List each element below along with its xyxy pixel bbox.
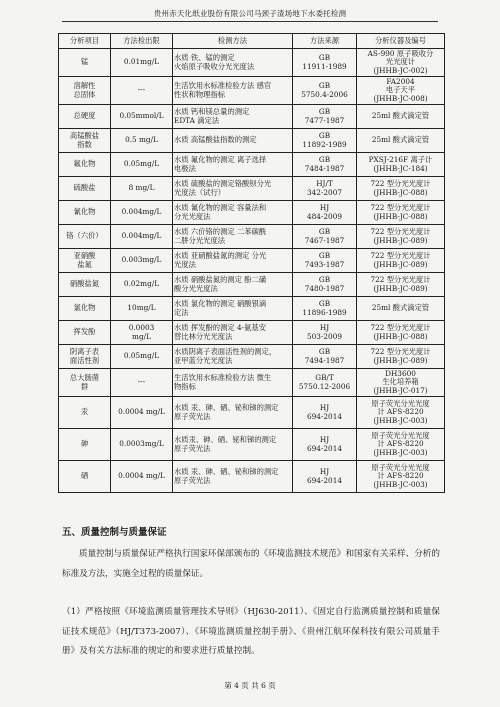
cell-limit: 0.5 mg/L (111, 129, 173, 153)
table-row (59, 345, 445, 369)
cell-source: HJ 503-2009 (293, 321, 357, 345)
cell-limit: 0.02mg/L (111, 273, 173, 297)
cell-method: 水质 硫酸盐的测定铬酸钡分光 光度法（试行） (173, 177, 293, 201)
cell-item: 硒 (59, 461, 111, 493)
header-rule (62, 21, 438, 22)
cell-method: 水质 高锰酸盐指数的测定 (173, 129, 293, 153)
table-row (59, 105, 445, 129)
cell-source: GB 11892-1989 (293, 129, 357, 153)
cell-source: GB/T 5750.12-2006 (293, 369, 357, 397)
cell-item: 亚硝酸 盐氮 (59, 249, 111, 273)
table-row (59, 177, 445, 201)
cell-instrument: 25ml 酸式滴定管 (357, 129, 445, 153)
cell-instrument: 25ml 酸式滴定管 (357, 105, 445, 129)
cell-limit: 10mg/L (111, 297, 173, 321)
cell-item: 砷 (59, 429, 111, 461)
cell-method: 生活饮用水标准检验方法 感官 性状和物理指标 (173, 77, 293, 105)
cell-method: 水质 六价铬的测定 二苯碳酰 二肼分光光度法 (173, 225, 293, 249)
col-header: 分析项目 (59, 34, 111, 49)
cell-method: 水质 钙和镁总量的测定 EDTA 滴定法 (173, 105, 293, 129)
col-header: 方法来源 (293, 34, 357, 49)
col-header: 检测方法 (173, 34, 293, 49)
cell-instrument: 722 型分光光度计 (JHHB-JC-089) (357, 273, 445, 297)
cell-method: 水质阴离子表面活性剂的测定， 亚甲蓝分光光度法 (173, 345, 293, 369)
cell-item: 阴离子表 面活性剂 (59, 345, 111, 369)
table-row (59, 153, 445, 177)
cell-limit: 0.003mg/L (111, 249, 173, 273)
page-footer: 第 4 页 共 6 页 (224, 681, 276, 690)
table-row (59, 129, 445, 153)
section-title: 五、质量控制与质量保证 (62, 527, 167, 538)
cell-item: 总大肠菌 群 (59, 369, 111, 397)
cell-limit: 0.0003mg/L (111, 429, 173, 461)
cell-item: 总硬度 (59, 105, 111, 129)
cell-source: HJ 694-2014 (293, 397, 357, 429)
cell-instrument: 722 型分光光度计 (JHHB-JC-089) (357, 225, 445, 249)
cell-item: 溶解性 总固体 (59, 77, 111, 105)
table-row (59, 77, 445, 105)
cell-method: 水质 汞、砷、硒、铋和锑的测定 原子荧光法 (173, 397, 293, 429)
cell-instrument: 722 型分光光度计 (JHHB-JC-089) (357, 345, 445, 369)
cell-instrument: DH3600 生化培养箱 (JHHB-JC-017) (357, 369, 445, 397)
cell-item: 挥发酚 (59, 321, 111, 345)
cell-source: GB 7484-1987 (293, 153, 357, 177)
cell-method: 水质 氯化物的测定 硝酸银滴 定法 (173, 297, 293, 321)
cell-item: 氟化物 (59, 153, 111, 177)
cell-instrument: FA2004 电子天平 (JHHB-JC-008) (357, 77, 445, 105)
table-row (59, 49, 445, 77)
cell-limit: 0.05mg/L (111, 153, 173, 177)
section-paragraph: 质量控制与质量保证严格执行国家环保部颁布的《环境监测技术规范》和国家有关采样、分析的标准及方法，实施全过程的质量保证。 (62, 549, 440, 579)
cell-instrument: 原子荧光分光光度 计 AFS-8220 (JHHB-JC-003) (357, 429, 445, 461)
cell-item: 硝酸盐氮 (59, 273, 111, 297)
cell-instrument: 原子荧光分光光度 计 AFS-8220 (JHHB-JC-003) (357, 461, 445, 493)
cell-limit: 0.004mg/L (111, 225, 173, 249)
cell-method: 生活饮用水标准检验方法 微生 物指标 (173, 369, 293, 397)
cell-method: 水质 氟化物的测定 离子选择 电极法 (173, 153, 293, 177)
cell-source: GB 5750.4-2006 (293, 77, 357, 105)
cell-method: 水质 亚硝酸盐氮的测定 分光 光度法 (173, 249, 293, 273)
cell-source: GB 11896-1989 (293, 297, 357, 321)
page-header: 贵州赤天化纸业股份有限公司马颈子渣场地下水委托检测 (153, 9, 347, 18)
cell-limit: 0.01mg/L (111, 49, 173, 77)
cell-source: GB 7493-1987 (293, 249, 357, 273)
cell-source: GB 7467-1987 (293, 225, 357, 249)
cell-item: 高锰酸盐 指数 (59, 129, 111, 153)
cell-limit: --- (111, 369, 173, 397)
table-row (59, 369, 445, 397)
table-row (59, 273, 445, 297)
cell-instrument: 722 型分光光度计 (JHHB-JC-088) (357, 177, 445, 201)
cell-source: HJ 694-2014 (293, 461, 357, 493)
method-table (58, 33, 445, 493)
cell-instrument: PXSJ-216F 离子计 (JHHB-JC-184) (357, 153, 445, 177)
cell-method: 水质 硝酸盐氮的测定 酚二磺 酸分光光度法 (173, 273, 293, 297)
cell-item: 汞 (59, 397, 111, 429)
cell-source: GB 7494-1987 (293, 345, 357, 369)
cell-method: 水质 铁、锰的测定 火焰原子吸收分光光度法 (173, 49, 293, 77)
cell-source: GB 11911-1989 (293, 49, 357, 77)
cell-method: 水质 氰化物的测定 容量法和 分光光度法 (173, 201, 293, 225)
table-row (59, 297, 445, 321)
table-row (59, 201, 445, 225)
cell-item: 锰 (59, 49, 111, 77)
cell-method: 水质汞、砷、硒、铋和锑的测定 原子荧光法 (173, 429, 293, 461)
cell-instrument: 25ml 酸式滴定管 (357, 297, 445, 321)
table-row (59, 461, 445, 493)
table-row (59, 249, 445, 273)
cell-method: 水质 挥发酚的测定 4-氨基安 替比林分光光度法 (173, 321, 293, 345)
section-paragraph: （1）严格按照《环境监测质量管理技术导则》（HJ630-2011）、《固定自行监测质量控制和质量保证技术规范》（HJ/T373-2007）、《环境监测质量控制手册》、《贵州江航环保科技有限公司质量手册》及有关方法标准的规定的和要求进行质量控制。 (62, 607, 440, 656)
col-header: 分析仪器及编号 (357, 34, 445, 49)
cell-instrument: 722 型分光光度计 (JHHB-JC-088) (357, 201, 445, 225)
col-header: 方法检出限 (111, 34, 173, 49)
cell-source: HJ/T 342-2007 (293, 177, 357, 201)
table-row (59, 225, 445, 249)
table-row (59, 321, 445, 345)
cell-method: 水质 汞、砷、硒、铋和锑的测定 原子荧光法 (173, 461, 293, 493)
cell-limit: 0.0004 mg/L (111, 397, 173, 429)
cell-limit: 0.0004 mg/L (111, 461, 173, 493)
table-row (59, 429, 445, 461)
cell-limit: 0.0003 mg/L (111, 321, 173, 345)
cell-instrument: 722 型分光光度计 (JHHB-JC-089) (357, 249, 445, 273)
cell-limit: 8 mg/L (111, 177, 173, 201)
cell-instrument: AS-990 原子吸收分 光光度计 (JHHB-JC-002) (357, 49, 445, 77)
cell-source: HJ 484-2009 (293, 201, 357, 225)
cell-item: 氰化物 (59, 201, 111, 225)
cell-source: GB 7480-1987 (293, 273, 357, 297)
cell-limit: 0.05mmol/L (111, 105, 173, 129)
cell-limit: 0.05mg/L (111, 345, 173, 369)
cell-source: HJ 694-2014 (293, 429, 357, 461)
cell-item: 氯化物 (59, 297, 111, 321)
cell-limit: --- (111, 77, 173, 105)
cell-source: GB 7477-1987 (293, 105, 357, 129)
cell-item: 铬（六价） (59, 225, 111, 249)
cell-limit: 0.004mg/L (111, 201, 173, 225)
cell-instrument: 722 型分光光度计 (JHHB-JC-088) (357, 321, 445, 345)
cell-item: 硫酸盐 (59, 177, 111, 201)
table-row (59, 397, 445, 429)
cell-instrument: 原子荧光分光光度 计 AFS-8220 (JHHB-JC-003) (357, 397, 445, 429)
table-header-row (59, 34, 445, 49)
